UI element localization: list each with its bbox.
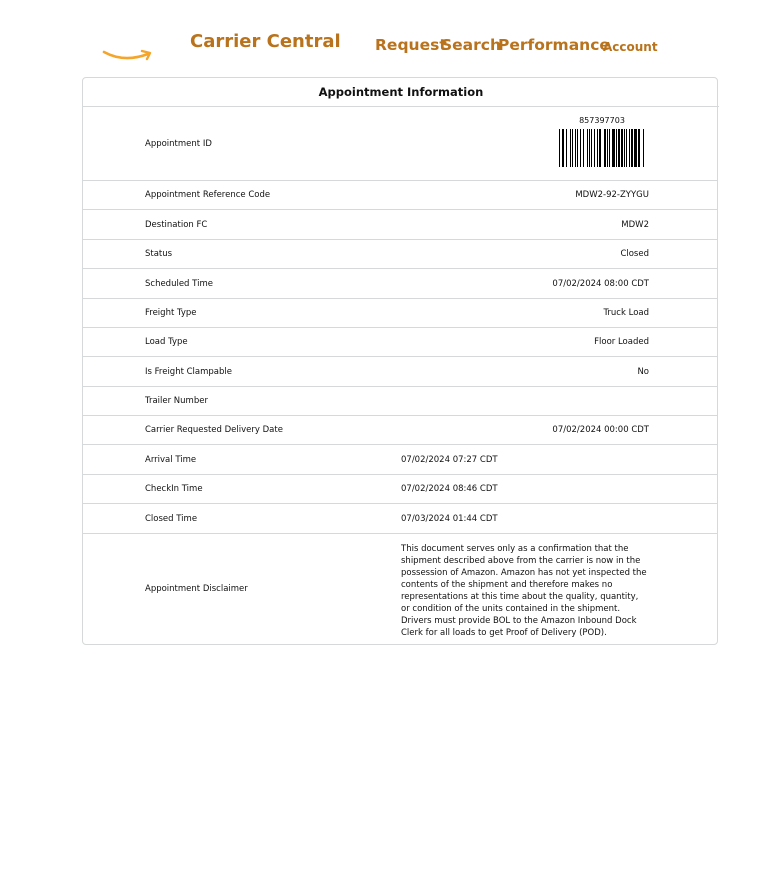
row-label: Closed Time — [145, 513, 198, 524]
row-label: Scheduled Time — [145, 278, 213, 289]
disclaimer-row — [83, 534, 717, 644]
barcode-bar — [599, 129, 601, 167]
nav-search-link[interactable]: Search — [441, 36, 502, 54]
row-value: 07/02/2024 00:00 CDT — [552, 425, 649, 435]
row-value: Truck Load — [603, 308, 649, 318]
barcode-bar — [591, 129, 592, 167]
row-label: Destination FC — [145, 219, 208, 230]
disclaimer-label: Appointment Disclaimer — [145, 584, 248, 594]
barcode-bar — [612, 129, 615, 167]
row-label: Appointment Reference Code — [145, 190, 271, 200]
barcode-bar — [631, 129, 633, 167]
barcode-bar — [597, 129, 598, 167]
row-value: No — [637, 366, 649, 377]
appointment-id-label: Appointment ID — [145, 138, 212, 149]
row-label: Freight Type — [145, 308, 197, 318]
barcode-bar — [626, 129, 627, 167]
barcode-bar — [562, 129, 564, 167]
barcode-bar — [566, 129, 567, 167]
table-row — [83, 210, 717, 240]
barcode-bar — [643, 129, 644, 167]
row-label: Status — [145, 249, 173, 259]
table-row — [83, 475, 717, 504]
row-label: Load Type — [145, 337, 188, 347]
card-title: Appointment Information — [83, 78, 719, 107]
barcode-bar — [580, 129, 581, 167]
nav-account-link[interactable]: Account — [603, 40, 658, 54]
row-label: Is Freight Clampable — [145, 366, 233, 377]
table-row — [83, 269, 717, 299]
appointment-id-row — [83, 107, 717, 181]
barcode-bar — [583, 129, 584, 167]
barcode-bar — [607, 129, 608, 167]
table-row — [83, 357, 717, 387]
barcode-bar — [594, 129, 595, 167]
barcode-bar — [618, 129, 620, 167]
row-value: 07/02/2024 07:27 CDT — [401, 454, 498, 465]
barcode-bar — [570, 129, 571, 167]
table-row — [83, 387, 717, 416]
appointment-id-value: 857397703 — [579, 116, 625, 125]
nav-request-link[interactable]: Request — [375, 36, 447, 54]
barcode-bar — [604, 129, 606, 167]
row-value: Closed — [620, 249, 649, 259]
row-value: Floor Loaded — [594, 337, 649, 347]
barcode-bar — [634, 129, 637, 167]
amazon-smile-logo-icon[interactable] — [102, 46, 156, 64]
row-value: MDW2-92-ZYYGU — [575, 190, 649, 200]
barcode-bar — [559, 129, 560, 167]
top-header — [0, 0, 771, 75]
barcode-icon — [559, 129, 645, 167]
brand-link[interactable]: Carrier Central — [190, 31, 341, 52]
nav-performance-link[interactable]: Performance — [498, 36, 610, 54]
row-value: 07/03/2024 01:44 CDT — [401, 513, 498, 524]
barcode-bar — [624, 129, 625, 167]
barcode-bar — [587, 129, 588, 167]
appointment-id-barcode-block — [557, 116, 647, 167]
barcode-bar — [629, 129, 630, 167]
barcode-bar — [621, 129, 623, 167]
table-row — [83, 328, 717, 357]
appointment-information-card — [82, 77, 718, 645]
row-label: Carrier Requested Delivery Date — [145, 425, 283, 435]
row-label: Arrival Time — [145, 454, 197, 465]
barcode-bar — [616, 129, 617, 167]
row-label: Trailer Number — [145, 396, 208, 406]
table-row — [83, 504, 717, 534]
table-row — [83, 416, 717, 445]
barcode-bar — [609, 129, 610, 167]
barcode-bar — [638, 129, 640, 167]
disclaimer-text: This document serves only as a confirmation that the shipment described above from the carrier is now in the possession of Amazon. Amazon has not yet inspected the contents of the shipment and therefore makes no representations at this time about the quality, quantity, or condition of the units contained in the shipment. Drivers must provide BOL to the Amazon Inbound Dock Clerk for all loads to get Proof of Delivery (POD). — [401, 544, 647, 638]
table-row — [83, 445, 717, 475]
row-value: 07/02/2024 08:00 CDT — [552, 278, 649, 289]
row-label: CheckIn Time — [145, 484, 203, 494]
row-value: MDW2 — [621, 219, 649, 230]
barcode-bar — [589, 129, 590, 167]
row-value: 07/02/2024 08:46 CDT — [401, 484, 498, 494]
table-row — [83, 181, 717, 210]
table-row — [83, 299, 717, 328]
barcode-bar — [572, 129, 573, 167]
barcode-bar — [575, 129, 576, 167]
table-row — [83, 240, 717, 269]
barcode-bar — [577, 129, 578, 167]
